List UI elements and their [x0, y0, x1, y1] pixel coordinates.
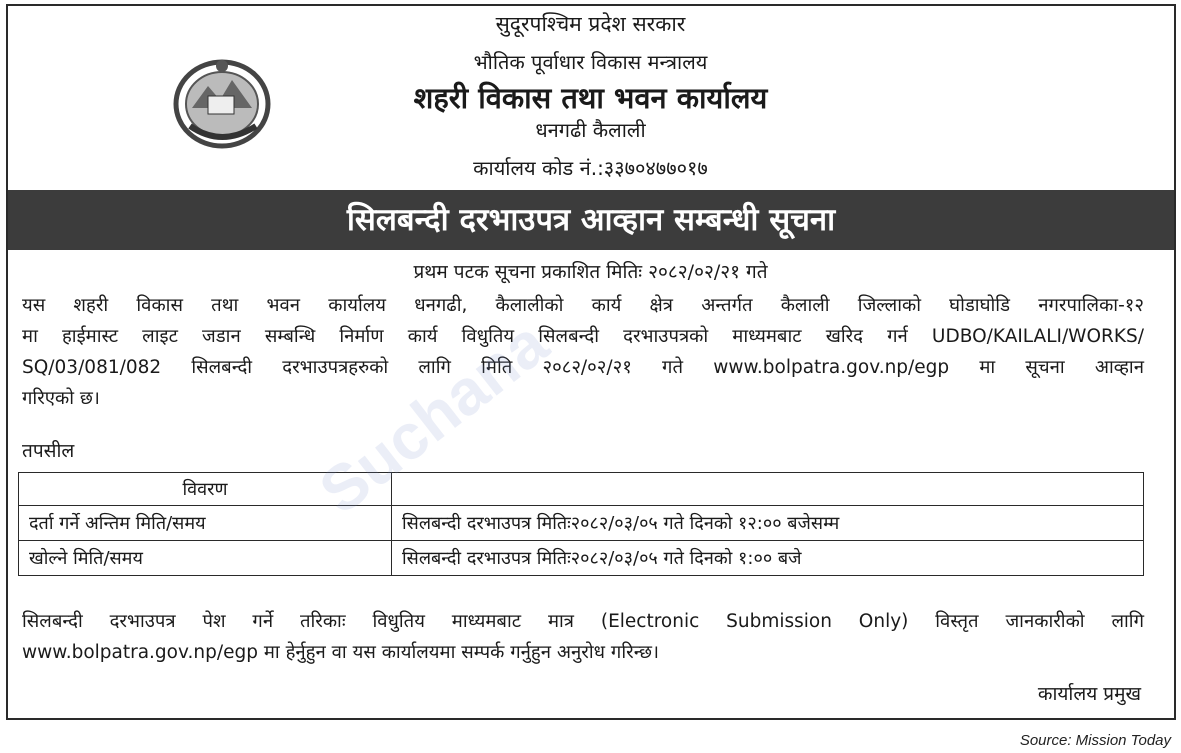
body-line: SQ/03/081/082 सिलबन्दी दरभाउपत्रहरुको लागि मिति २०८२/०२/२१ गते www.bolpatra.gov.np/egp मा सूचना आव्हान — [22, 357, 1144, 378]
table-row — [19, 506, 1144, 541]
watermark: Suchana — [306, 306, 561, 528]
notice-title-banner: सिलबन्दी दरभाउपत्र आव्हान सम्बन्धी सूचना — [8, 190, 1174, 250]
body-line: मा हाईमास्ट लाइट जडान सम्बन्धि निर्माण कार्य विधुतिय सिलबन्दी दरभाउपत्रको माध्यमबाट खरिद गर्न UDBO/KAILALI/WORKS/ — [22, 326, 1144, 347]
body-line: यस शहरी विकास तथा भवन कार्यालय धनगढी, कैलालीको कार्य क्षेत्र अन्तर्गत कैलाली जिल्लाको घोडाघोडि नगरपालिका-१२ — [22, 295, 1144, 316]
table-header-cell: विवरण — [19, 473, 392, 506]
source-credit: Source: Mission Today — [1019, 732, 1171, 749]
province-heading: सुदूरपश्चिम प्रदेश सरकार — [495, 12, 686, 36]
row-value: सिलबन्दी दरभाउपत्र मितिः२०८२/०३/०५ गते दिनको १:०० बजे — [392, 541, 1144, 576]
row-value: सिलबन्दी दरभाउपत्र मितिः२०८२/०३/०५ गते दिनको १२:०० बजेसम्म — [392, 506, 1144, 541]
body-line: गरिएको छ। — [22, 388, 100, 409]
details-table — [18, 472, 1144, 576]
signatory: कार्यालय प्रमुख — [1037, 683, 1141, 705]
location-heading: धनगढी कैलाली — [535, 118, 646, 142]
row-label: खोल्ने मिति/समय — [19, 541, 392, 576]
row-label: दर्ता गर्ने अन्तिम मिति/समय — [19, 506, 392, 541]
details-label: तपसील — [22, 440, 75, 462]
table-header-row — [19, 473, 1144, 506]
notice-body — [22, 290, 1144, 414]
table-row — [19, 541, 1144, 576]
submission-line: सिलबन्दी दरभाउपत्र पेश गर्ने तरिकाः विधुतिय माध्यमबाट मात्र (Electronic Submission Only) विस्तृत जानकारीको लागि — [22, 611, 1144, 632]
ministry-heading: भौतिक पूर्वाधार विकास मन्त्रालय — [473, 50, 708, 74]
publish-date: प्रथम पटक सूचना प्रकाशित मितिः २०८२/०२/२१ गते — [413, 261, 768, 283]
office-heading: शहरी विकास तथा भवन कार्यालय — [413, 81, 768, 115]
submission-info — [22, 606, 1144, 668]
submission-line: www.bolpatra.gov.np/egp मा हेर्नुहुन वा यस कार्यालयमा सम्पर्क गर्नुहुन अनुरोध गरिन्छ। — [22, 642, 659, 663]
table-header-cell-empty — [392, 473, 1144, 506]
office-code: कार्यालय कोड नं.:३३७०४७७०१७ — [473, 156, 708, 180]
